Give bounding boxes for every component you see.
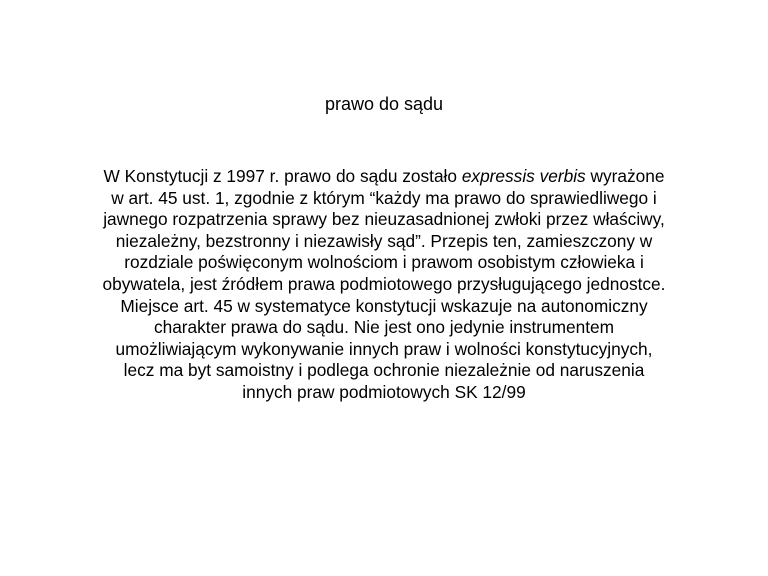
slide-body-text [100,166,668,404]
body-text-part1: W Konstytucji z 1997 r. prawo do sądu zostało [103,166,462,186]
body-text-italic: expressis verbis [461,166,586,186]
slide-title: prawo do sądu [324,94,444,114]
body-text-part2: wyrażone w art. 45 ust. 1, zgodnie z którym “każdy ma prawo do sprawiedliwego i jawnego rozpatrzenia sprawy bez nieuzasadnionej zwłoki przez właściwy, niezależny, bezstronny i niezawisły sąd”. Przepis ten, zamieszczony w rozdziale poświęconym wolnościom i prawom osobistym człowieka i obywatela, jest źródłem prawa podmiotowego przysługującego jednostce. Miejsce art. 45 w systematyce konstytucji wskazuje na autonomiczny charakter prawa do sądu. Nie jest ono jedynie instrumentem umożliwiającym wykonywanie innych praw i wolności konstytucyjnych, lecz ma byt samoistny i podlega ochronie niezależnie od naruszenia innych praw podmiotowych SK 12/99 [102,166,666,402]
